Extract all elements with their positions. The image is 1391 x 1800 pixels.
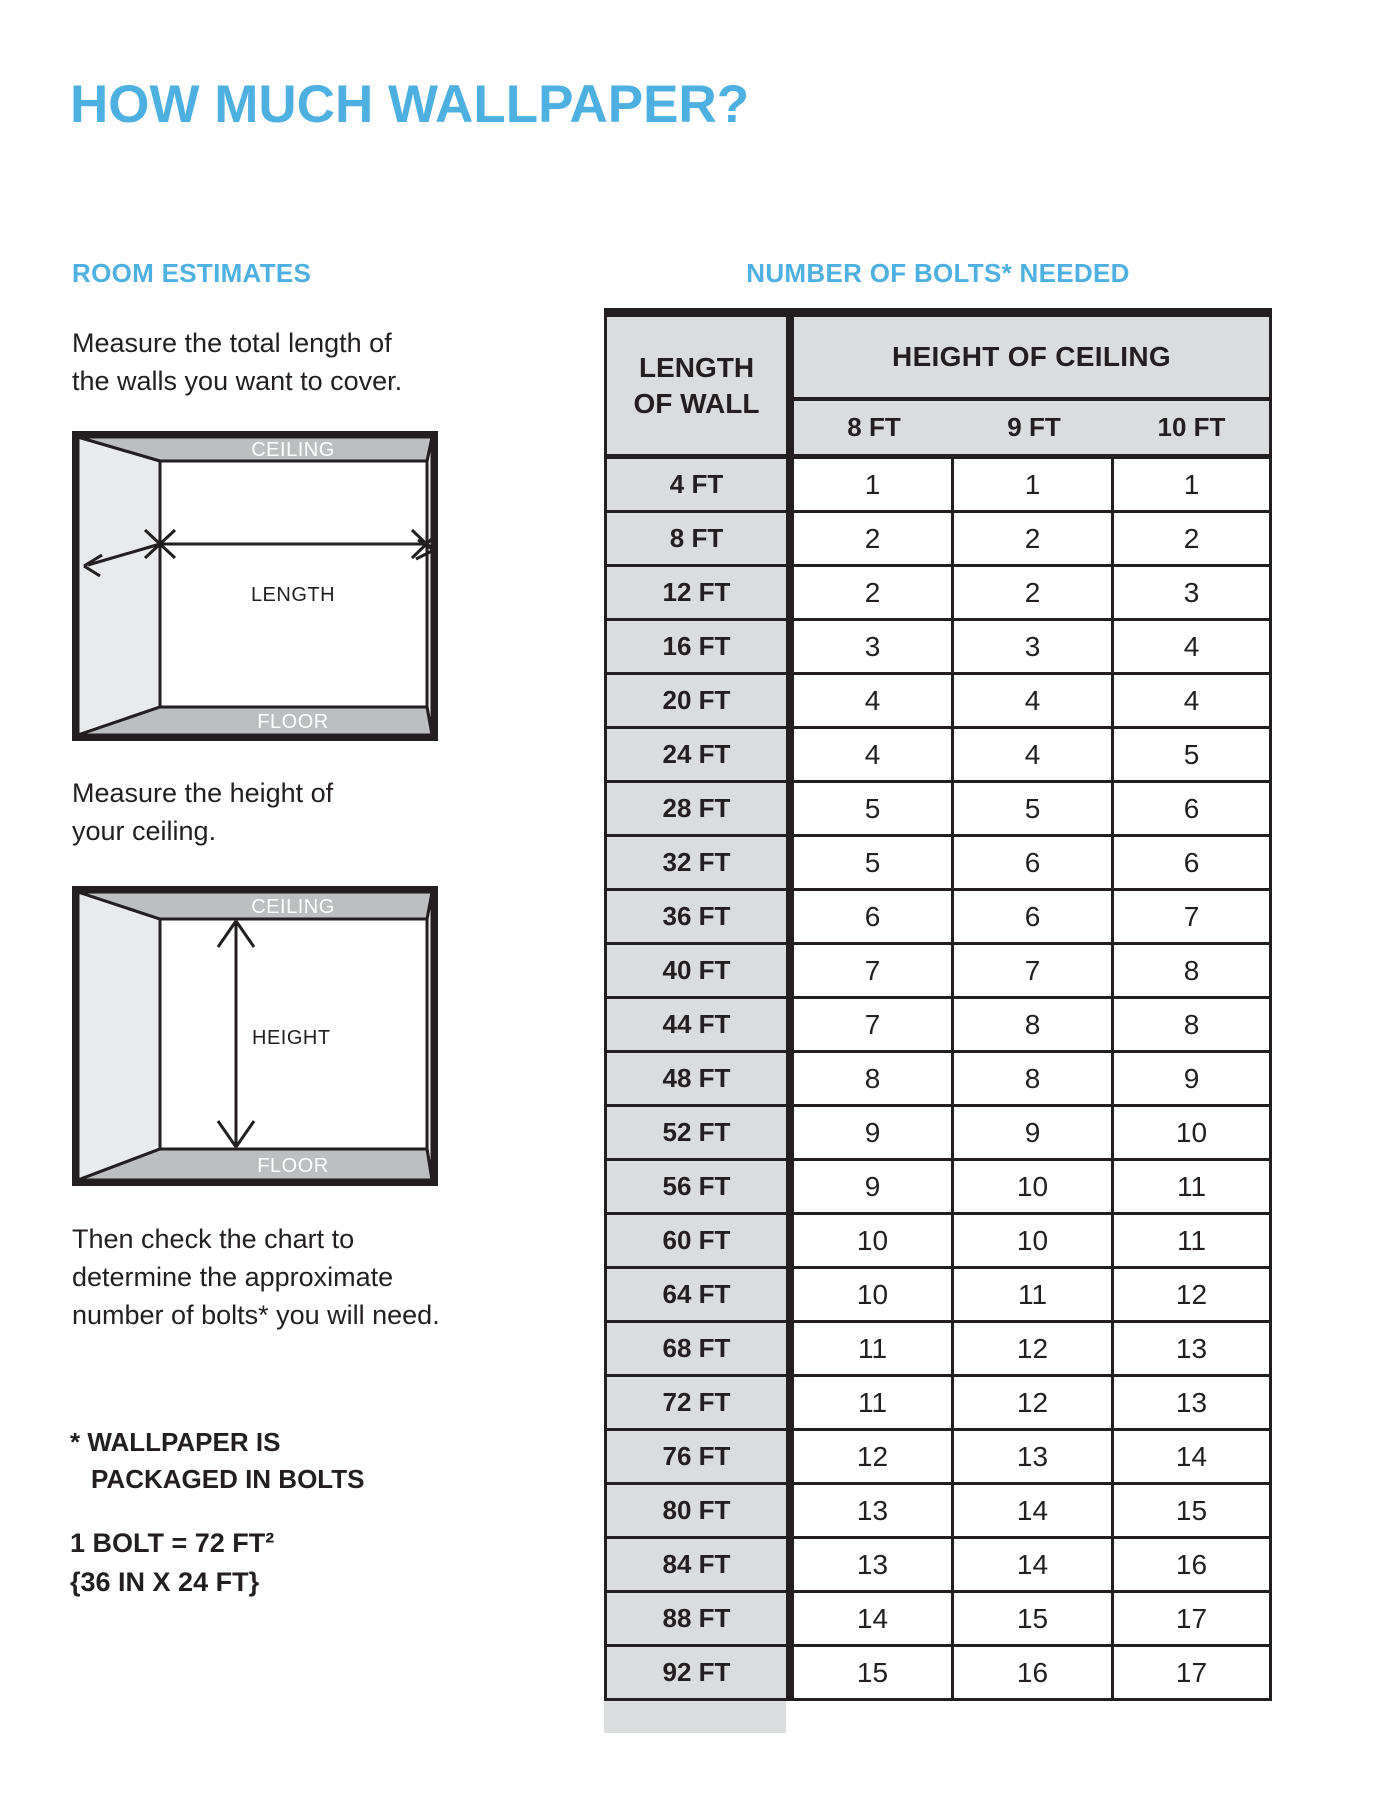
bolt-count-cell: 4 bbox=[794, 729, 954, 783]
row-label: 68 FT bbox=[604, 1323, 786, 1377]
bolt-count-cell: 14 bbox=[1114, 1431, 1272, 1485]
bolt-count-cell: 13 bbox=[1114, 1323, 1272, 1377]
bolt-count-cell: 5 bbox=[794, 837, 954, 891]
row-label: 40 FT bbox=[604, 945, 786, 999]
bolt-count-cell: 16 bbox=[1114, 1539, 1272, 1593]
instruction-paragraph-3 bbox=[72, 1220, 440, 1334]
row-label: 20 FT bbox=[604, 675, 786, 729]
bolt-count-cell: 1 bbox=[794, 459, 954, 513]
bolt-count-cell: 14 bbox=[954, 1539, 1114, 1593]
bolt-count-cell: 7 bbox=[954, 945, 1114, 999]
bolt-count-cell: 10 bbox=[954, 1161, 1114, 1215]
bolt-count-cell: 16 bbox=[954, 1647, 1114, 1701]
bolt-count-cell: 3 bbox=[794, 621, 954, 675]
bolt-count-cell: 13 bbox=[1114, 1377, 1272, 1431]
ceiling-label: CEILING bbox=[251, 896, 335, 918]
table-grid bbox=[604, 317, 1272, 1755]
length-of-wall-header bbox=[604, 317, 786, 459]
row-label: 60 FT bbox=[604, 1215, 786, 1269]
bolt-count-cell: 2 bbox=[954, 513, 1114, 567]
bolt-count-cell: 2 bbox=[794, 513, 954, 567]
bolt-count-cell: 6 bbox=[954, 891, 1114, 945]
bolt-count-cell: 10 bbox=[794, 1215, 954, 1269]
row-label: 8 FT bbox=[604, 513, 786, 567]
col-header-9ft: 9 FT bbox=[954, 401, 1114, 459]
col-header-8ft: 8 FT bbox=[794, 401, 954, 459]
bolt-count-cell: 12 bbox=[954, 1377, 1114, 1431]
bolt-count-cell: 11 bbox=[794, 1323, 954, 1377]
bolt-count-cell: 15 bbox=[1114, 1485, 1272, 1539]
bolt-count-cell: 7 bbox=[794, 999, 954, 1053]
row-label: 32 FT bbox=[604, 837, 786, 891]
row-label: 76 FT bbox=[604, 1431, 786, 1485]
bolt-count-cell: 12 bbox=[954, 1323, 1114, 1377]
length-label: LENGTH bbox=[250, 584, 336, 606]
bolt-count-cell: 10 bbox=[794, 1269, 954, 1323]
row-label: 56 FT bbox=[604, 1161, 786, 1215]
bolt-count-cell: 8 bbox=[1114, 999, 1272, 1053]
bolt-count-cell: 2 bbox=[1114, 513, 1272, 567]
row-label: 72 FT bbox=[604, 1377, 786, 1431]
left-wall bbox=[78, 437, 160, 735]
text-line: PACKAGED IN BOLTS bbox=[91, 1464, 365, 1494]
bolt-count-cell: 14 bbox=[954, 1485, 1114, 1539]
text-line: determine the approximate bbox=[72, 1262, 394, 1292]
bolt-count-cell: 2 bbox=[794, 567, 954, 621]
text-line: the walls you want to cover. bbox=[72, 366, 403, 396]
bolt-count-cell: 11 bbox=[794, 1377, 954, 1431]
bolt-count-cell: 8 bbox=[954, 999, 1114, 1053]
table-heading: NUMBER OF BOLTS* NEEDED bbox=[746, 258, 1130, 288]
bolt-count-cell: 15 bbox=[794, 1647, 954, 1701]
bolt-count-cell: 9 bbox=[1114, 1053, 1272, 1107]
bolts-table bbox=[604, 308, 1272, 1755]
row-label: 4 FT bbox=[604, 459, 786, 513]
row-label: 24 FT bbox=[604, 729, 786, 783]
bolt-count-cell: 9 bbox=[794, 1161, 954, 1215]
bolt-count-cell: 13 bbox=[794, 1539, 954, 1593]
bolt-count-cell: 4 bbox=[1114, 675, 1272, 729]
instruction-paragraph-2 bbox=[72, 774, 333, 850]
row-label: 44 FT bbox=[604, 999, 786, 1053]
table-left-bottom-strip bbox=[604, 1701, 786, 1733]
row-label: 28 FT bbox=[604, 783, 786, 837]
height-label: HEIGHT bbox=[252, 1027, 331, 1049]
bolt-count-cell: 17 bbox=[1114, 1593, 1272, 1647]
text-line: * WALLPAPER IS bbox=[70, 1427, 281, 1457]
bolt-count-cell: 7 bbox=[794, 945, 954, 999]
bolt-count-cell: 10 bbox=[1114, 1107, 1272, 1161]
bolt-count-cell: 13 bbox=[794, 1485, 954, 1539]
bolt-equivalence bbox=[70, 1524, 274, 1602]
bolt-count-cell: 3 bbox=[954, 621, 1114, 675]
bolt-count-cell: 1 bbox=[1114, 459, 1272, 513]
bolt-count-cell: 10 bbox=[954, 1215, 1114, 1269]
section-heading-room-estimates: ROOM ESTIMATES bbox=[72, 258, 312, 288]
row-label: 12 FT bbox=[604, 567, 786, 621]
bolt-count-cell: 11 bbox=[1114, 1161, 1272, 1215]
bolt-count-cell: 2 bbox=[954, 567, 1114, 621]
height-of-ceiling-header: HEIGHT OF CEILING bbox=[794, 317, 1272, 401]
row-label: 16 FT bbox=[604, 621, 786, 675]
text-line: number of bolts* you will need. bbox=[72, 1300, 440, 1330]
bolt-count-cell: 4 bbox=[954, 675, 1114, 729]
floor-label: FLOOR bbox=[257, 711, 329, 733]
bolt-count-cell: 14 bbox=[794, 1593, 954, 1647]
height-room-diagram bbox=[72, 886, 438, 1186]
row-label: 84 FT bbox=[604, 1539, 786, 1593]
bolt-count-cell: 11 bbox=[954, 1269, 1114, 1323]
bolt-count-cell: 12 bbox=[1114, 1269, 1272, 1323]
instruction-paragraph-1 bbox=[72, 324, 402, 400]
text-line: Measure the total length of bbox=[72, 328, 392, 358]
row-label: 80 FT bbox=[604, 1485, 786, 1539]
bolt-count-cell: 4 bbox=[1114, 621, 1272, 675]
bolt-count-cell: 6 bbox=[954, 837, 1114, 891]
bolt-count-cell: 9 bbox=[954, 1107, 1114, 1161]
text-line: 1 BOLT = 72 FT² bbox=[70, 1528, 275, 1558]
text-line: your ceiling. bbox=[72, 816, 217, 846]
row-label: 48 FT bbox=[604, 1053, 786, 1107]
bolt-count-cell: 6 bbox=[1114, 783, 1272, 837]
vertical-divider bbox=[786, 317, 794, 1701]
wallpaper-footnote bbox=[70, 1424, 364, 1498]
floor-label: FLOOR bbox=[257, 1155, 329, 1177]
bolt-count-cell: 5 bbox=[1114, 729, 1272, 783]
bolt-count-cell: 11 bbox=[1114, 1215, 1272, 1269]
bolt-count-cell: 8 bbox=[794, 1053, 954, 1107]
length-room-diagram bbox=[72, 431, 438, 741]
bolt-count-cell: 17 bbox=[1114, 1647, 1272, 1701]
text-line: {36 IN X 24 FT} bbox=[70, 1567, 260, 1597]
bolt-count-cell: 3 bbox=[1114, 567, 1272, 621]
bolt-count-cell: 9 bbox=[794, 1107, 954, 1161]
bolt-count-cell: 8 bbox=[1114, 945, 1272, 999]
bolt-count-cell: 4 bbox=[954, 729, 1114, 783]
text-line: OF WALL bbox=[633, 387, 760, 419]
row-label: 64 FT bbox=[604, 1269, 786, 1323]
bolt-count-cell: 5 bbox=[954, 783, 1114, 837]
left-wall bbox=[78, 892, 160, 1180]
row-label: 52 FT bbox=[604, 1107, 786, 1161]
row-label: 92 FT bbox=[604, 1647, 786, 1701]
bolt-count-cell: 5 bbox=[794, 783, 954, 837]
text-line: Measure the height of bbox=[72, 778, 334, 808]
bolt-count-cell: 6 bbox=[794, 891, 954, 945]
bolt-count-cell: 1 bbox=[954, 459, 1114, 513]
text-line: Then check the chart to bbox=[72, 1224, 355, 1254]
ceiling-label: CEILING bbox=[251, 439, 335, 461]
bolt-count-cell: 8 bbox=[954, 1053, 1114, 1107]
col-header-10ft: 10 FT bbox=[1114, 401, 1272, 459]
table-top-bar bbox=[604, 308, 1272, 317]
bolt-count-cell: 7 bbox=[1114, 891, 1272, 945]
bolt-count-cell: 4 bbox=[794, 675, 954, 729]
bolt-count-cell: 12 bbox=[794, 1431, 954, 1485]
bolt-count-cell: 15 bbox=[954, 1593, 1114, 1647]
text-line: LENGTH bbox=[638, 351, 755, 383]
bolt-count-cell: 13 bbox=[954, 1431, 1114, 1485]
row-label: 36 FT bbox=[604, 891, 786, 945]
page-title: HOW MUCH WALLPAPER? bbox=[70, 75, 750, 134]
row-label: 88 FT bbox=[604, 1593, 786, 1647]
bolt-count-cell: 6 bbox=[1114, 837, 1272, 891]
